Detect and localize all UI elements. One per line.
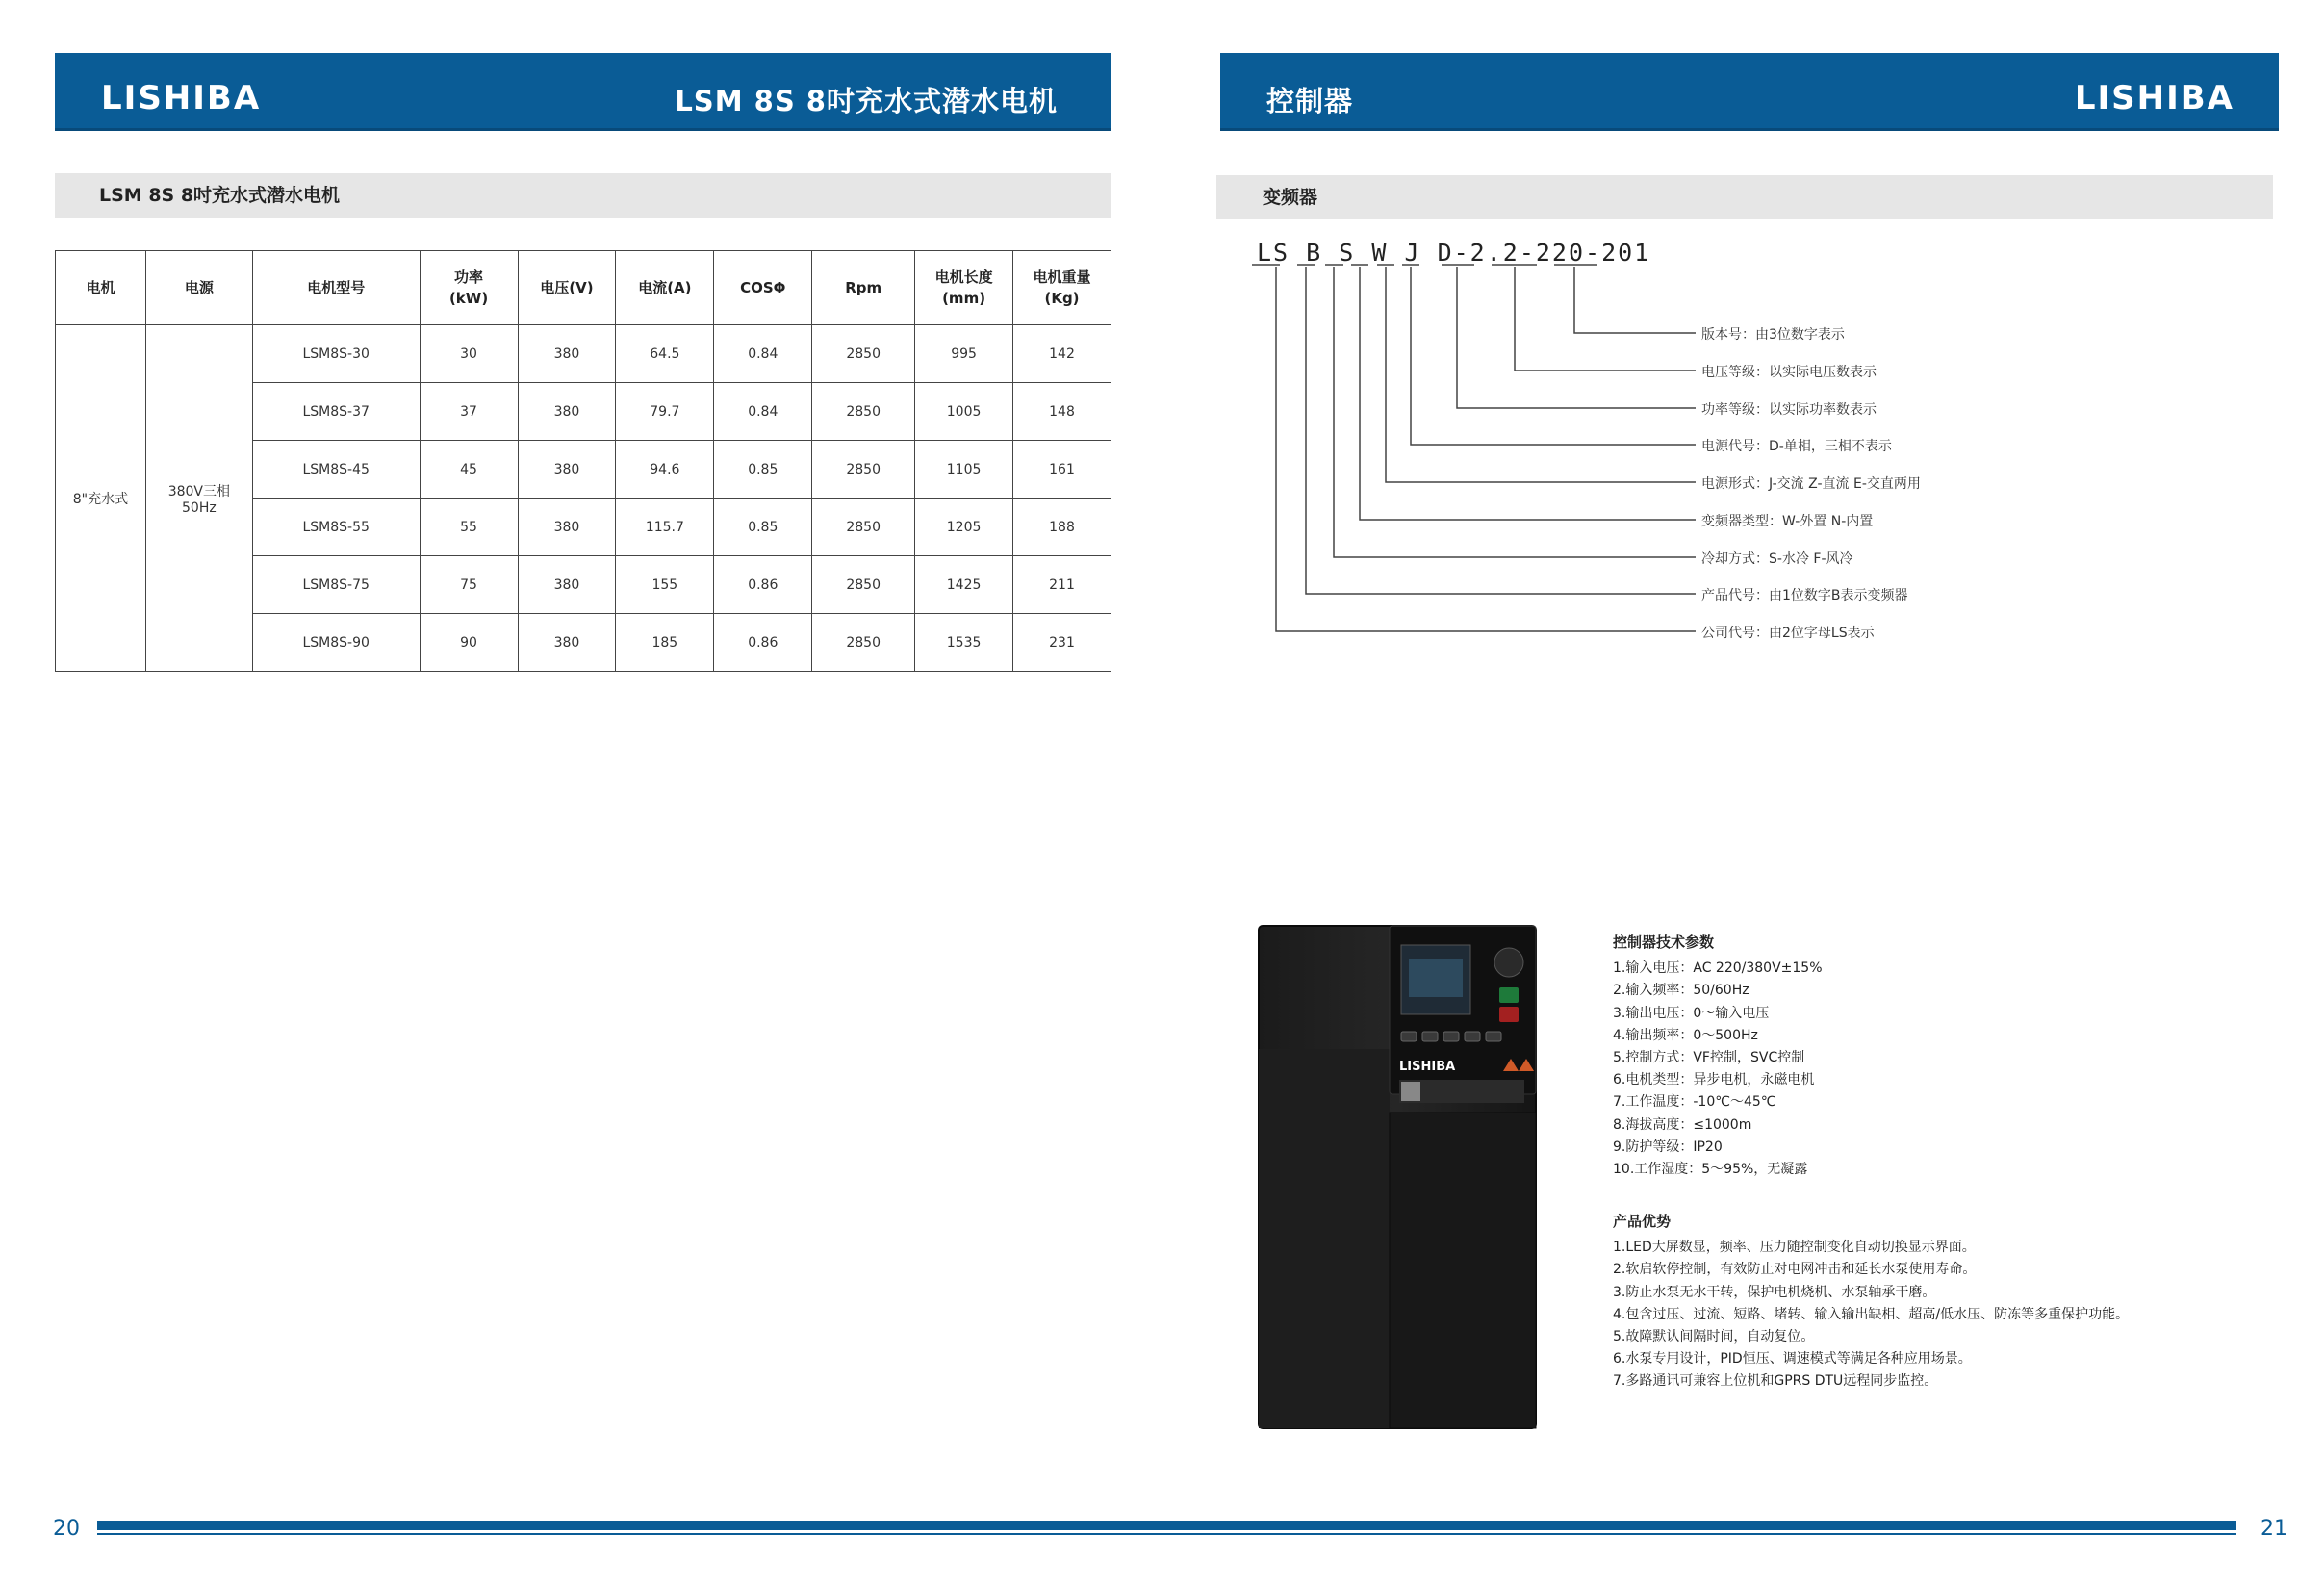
table-cell: 211 (1013, 556, 1111, 614)
table-cell: 55 (420, 499, 518, 556)
table-cell: LSM8S-90 (252, 614, 420, 672)
advantages-block (1613, 1211, 2129, 1394)
table-cell: 155 (616, 556, 714, 614)
tech-params-list (1613, 958, 1823, 1181)
table-cell: 380 (518, 499, 616, 556)
model-code: LS B S W J D-2.2-220-201 (1257, 239, 1651, 267)
tech-param-item: 2.输入频率：50/60Hz (1613, 983, 1749, 999)
table-cell: 148 (1013, 383, 1111, 441)
tech-params-title: 控制器技术参数 (1613, 934, 1715, 951)
table-header-cell: 电源 (145, 251, 252, 325)
advantage-item: 7.多路通讯可兼容上位机和GPRS DTU远程同步监控。 (1613, 1373, 1938, 1390)
table-cell: LSM8S-37 (252, 383, 420, 441)
table-cell: 2850 (812, 499, 915, 556)
page-title: LSM 8S 8吋充水式潜水电机 (675, 85, 1058, 117)
table-cell: 142 (1013, 325, 1111, 383)
footer-rule (97, 1533, 2236, 1535)
section-title: 变频器 (1216, 175, 2273, 219)
advantages-list (1613, 1237, 2129, 1393)
legend-item: 版本号：由3位数字表示 (1701, 327, 1845, 343)
table-cell: 380 (518, 556, 616, 614)
table-cell: 115.7 (616, 499, 714, 556)
table-cell: 0.84 (714, 383, 812, 441)
tech-param-item: 7.工作温度：-10℃～45℃ (1613, 1094, 1776, 1111)
table-cell: 75 (420, 556, 518, 614)
table-cell: 1425 (915, 556, 1013, 614)
table-cell: 380 (518, 383, 616, 441)
table-cell: 2850 (812, 325, 915, 383)
table-cell: 185 (616, 614, 714, 672)
table-cell: 1535 (915, 614, 1013, 672)
table-cell: 0.86 (714, 556, 812, 614)
table-cell: 380 (518, 325, 616, 383)
device-brand-label: LISHIBA (1399, 1060, 1456, 1074)
table-header-cell: COSΦ (714, 251, 812, 325)
advantage-item: 6.水泵专用设计，PID恒压、调速模式等满足各种应用场景。 (1613, 1351, 1972, 1368)
tech-param-item: 1.输入电压：AC 220/380V±15% (1613, 960, 1823, 977)
legend-item: 功率等级：以实际功率数表示 (1701, 402, 1877, 418)
page-number-left: 20 (53, 1517, 80, 1541)
tech-param-item: 9.防护等级：IP20 (1613, 1139, 1723, 1155)
table-cell: 0.86 (714, 614, 812, 672)
table-header-cell: 电压(V) (518, 251, 616, 325)
power-source-cell: 380V三相 50Hz (145, 325, 252, 672)
table-cell: 2850 (812, 556, 915, 614)
table-cell: 1005 (915, 383, 1013, 441)
tech-param-item: 6.电机类型：异步电机，永磁电机 (1613, 1072, 1815, 1088)
legend-item: 公司代号：由2位字母LS表示 (1701, 626, 1875, 641)
table-cell: 79.7 (616, 383, 714, 441)
footer-bar (97, 1521, 2236, 1530)
table-cell: 0.84 (714, 325, 812, 383)
page-number-right: 21 (2260, 1517, 2287, 1541)
table-cell: 380 (518, 441, 616, 499)
table-cell: LSM8S-30 (252, 325, 420, 383)
legend-item: 电压等级：以实际电压数表示 (1701, 365, 1877, 380)
legend-item: 变频器类型：W-外置 N-内置 (1701, 514, 1874, 529)
legend-item: 电源代号：D-单相，三相不表示 (1701, 439, 1892, 454)
advantage-item: 4.包含过压、过流、短路、堵转、输入输出缺相、超高/低水压、防冻等多重保护功能。 (1613, 1306, 2130, 1322)
table-header-cell: 功率 (kW) (420, 251, 518, 325)
table-cell: 1105 (915, 441, 1013, 499)
advantage-item: 1.LED大屏数显，频率、压力随控制变化自动切换显示界面。 (1613, 1240, 1976, 1256)
advantage-item: 5.故障默认间隔时间，自动复位。 (1613, 1329, 1815, 1345)
inverter-device-image (1257, 924, 1538, 1430)
advantage-item: 3.防止水泵无水干转，保护电机烧机、水泵轴承干磨。 (1613, 1284, 1936, 1300)
table-cell: 1205 (915, 499, 1013, 556)
table-header-cell: 电机型号 (252, 251, 420, 325)
table-cell: 0.85 (714, 499, 812, 556)
table-cell: 45 (420, 441, 518, 499)
legend-item: 电源形式：J-交流 Z-直流 E-交直两用 (1701, 476, 1921, 492)
legend-item: 产品代号：由1位数字B表示变频器 (1701, 588, 1908, 603)
table-header-cell: 电机 (56, 251, 146, 325)
tech-param-item: 10.工作湿度：5～95%，无凝露 (1613, 1162, 1808, 1178)
table-cell: 2850 (812, 614, 915, 672)
brand-logo: LISHIBA (2074, 79, 2235, 117)
page-title: 控制器 (1266, 85, 1354, 117)
motor-type-cell: 8"充水式 (56, 325, 146, 672)
table-cell: 380 (518, 614, 616, 672)
table-header-cell: 电机长度 (mm) (915, 251, 1013, 325)
table-cell: 90 (420, 614, 518, 672)
advantages-title: 产品优势 (1613, 1213, 1672, 1230)
table-header-cell: 电机重量 (Kg) (1013, 251, 1111, 325)
table-cell: 64.5 (616, 325, 714, 383)
table-cell: 231 (1013, 614, 1111, 672)
section-title: LSM 8S 8吋充水式潜水电机 (55, 173, 1111, 218)
table-cell: 0.85 (714, 441, 812, 499)
table-header-cell: Rpm (812, 251, 915, 325)
tech-param-item: 3.输出电压：0～输入电压 (1613, 1005, 1770, 1021)
table-cell: LSM8S-75 (252, 556, 420, 614)
advantage-item: 2.软启软停控制，有效防止对电网冲击和延长水泵使用寿命。 (1613, 1262, 1977, 1278)
table-cell: 188 (1013, 499, 1111, 556)
tech-param-item: 8.海拔高度：≤1000m (1613, 1116, 1752, 1133)
tech-param-item: 5.控制方式：VF控制，SVC控制 (1613, 1050, 1805, 1066)
table-cell: 30 (420, 325, 518, 383)
tech-param-item: 4.输出频率：0～500Hz (1613, 1027, 1758, 1043)
table-cell: 2850 (812, 383, 915, 441)
table-header-cell: 电流(A) (616, 251, 714, 325)
brand-logo: LISHIBA (101, 79, 262, 117)
table-cell: 161 (1013, 441, 1111, 499)
table-cell: LSM8S-55 (252, 499, 420, 556)
table-cell: 94.6 (616, 441, 714, 499)
table-cell: 2850 (812, 441, 915, 499)
tech-params-block (1613, 932, 1823, 1181)
table-cell: 37 (420, 383, 518, 441)
table-cell: 995 (915, 325, 1013, 383)
legend-item: 冷却方式：S-水冷 F-风冷 (1701, 551, 1853, 567)
table-cell: LSM8S-45 (252, 441, 420, 499)
